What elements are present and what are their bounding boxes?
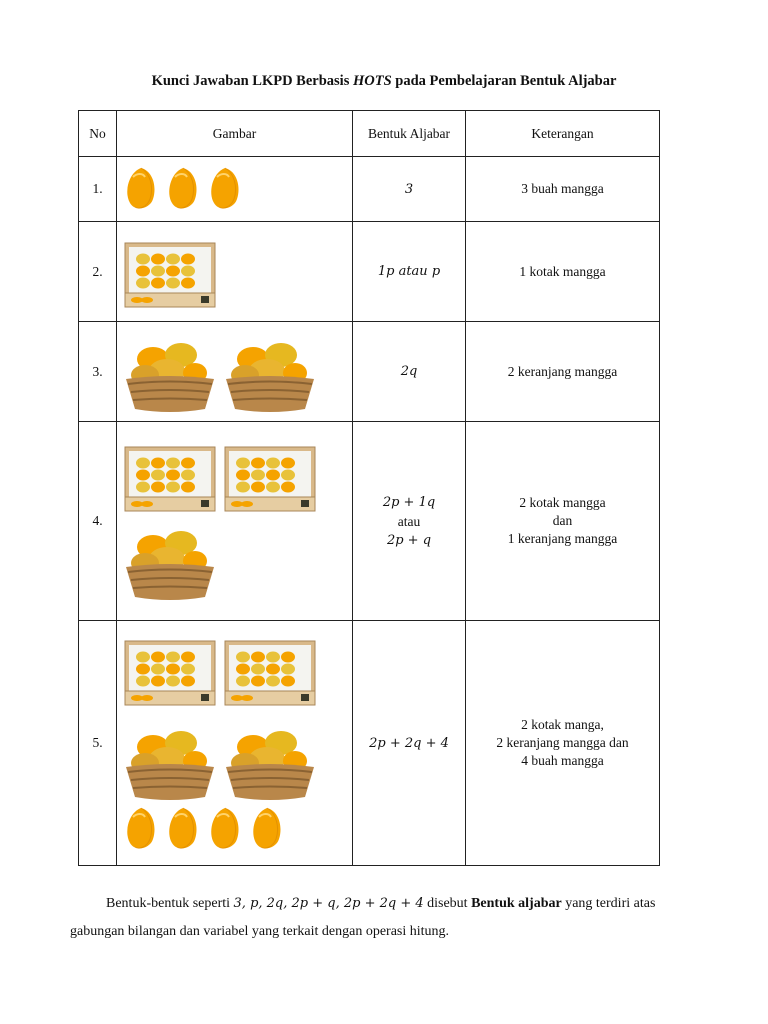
- aljabar-cell: [353, 157, 466, 222]
- image-cell: [117, 322, 353, 422]
- header-keterangan: Keterangan: [466, 111, 660, 157]
- mango-box-icon: [123, 633, 217, 707]
- table-row: [79, 157, 660, 222]
- image-group: [123, 439, 346, 513]
- keterangan-text: 3 buah mangga: [521, 181, 604, 196]
- mango-box-icon: [223, 439, 317, 513]
- keterangan-cell: [466, 422, 660, 621]
- keterangan-text: 2 keranjang mangga dan: [496, 735, 629, 750]
- paragraph-bold: Bentuk aljabar: [471, 896, 562, 911]
- aljabar-cell: [353, 422, 466, 621]
- table-row: [79, 422, 660, 621]
- mango-box-icon: [223, 633, 317, 707]
- mango-icon: [165, 805, 201, 853]
- image-cell: [117, 222, 353, 322]
- aljabar-cell: [353, 322, 466, 422]
- mango-box-icon: [123, 235, 217, 309]
- mango-basket-icon: [123, 717, 217, 803]
- image-group: [123, 633, 346, 707]
- mango-icon: [165, 165, 201, 213]
- keterangan-text: 1 keranjang mangga: [507, 531, 618, 546]
- header-bentuk-aljabar: Bentuk Aljabar: [353, 111, 466, 157]
- mango-basket-icon: [123, 329, 217, 415]
- page-title: [0, 73, 768, 90]
- mango-icon: [249, 805, 285, 853]
- aljabar-expression: 2p + q: [386, 532, 432, 548]
- mango-box-icon: [123, 439, 217, 513]
- image-cell: [117, 621, 353, 866]
- keterangan-cell: [466, 621, 660, 866]
- table-row: [79, 322, 660, 422]
- keterangan-text: 4 buah mangga: [521, 753, 604, 768]
- paragraph-text: yang terdiri atas gabungan bilangan dan variabel yang terkait dengan operasi hitung.: [70, 896, 656, 939]
- paragraph-forms: 3, p, 2q, 2p + q, 2p + 2q + 4: [233, 896, 424, 911]
- image-group: [123, 165, 346, 213]
- row-number: 3.: [79, 322, 117, 422]
- paragraph-text: Bentuk-bentuk seperti: [106, 896, 234, 911]
- keterangan-cell: [466, 322, 660, 422]
- table-header-row: [79, 111, 660, 157]
- image-group: [123, 805, 346, 853]
- answer-table: [78, 110, 660, 866]
- mango-basket-icon: [223, 717, 317, 803]
- aljabar-expression: 2p + 2q + 4: [369, 735, 449, 751]
- keterangan-text: 2 kotak mangga: [519, 495, 606, 510]
- paragraph-text: disebut: [423, 896, 472, 911]
- keterangan-cell: [466, 222, 660, 322]
- table-row: [79, 621, 660, 866]
- aljabar-expression: 3: [404, 181, 414, 197]
- aljabar-connector: atau: [397, 513, 421, 529]
- keterangan-text: 2 kotak manga,: [521, 717, 604, 732]
- image-group: [123, 717, 346, 803]
- header-no: No: [79, 111, 117, 157]
- aljabar-cell: [353, 222, 466, 322]
- mango-icon: [207, 165, 243, 213]
- image-group: [123, 235, 346, 309]
- image-group: [123, 517, 346, 603]
- keterangan-cell: [466, 157, 660, 222]
- image-group: [123, 329, 346, 415]
- mango-icon: [123, 165, 159, 213]
- title-suffix: pada Pembelajaran Bentuk Aljabar: [391, 73, 617, 89]
- keterangan-text: 1 kotak mangga: [519, 263, 606, 279]
- mango-icon: [123, 805, 159, 853]
- body-paragraph: [70, 890, 690, 946]
- title-italic: HOTS: [352, 73, 392, 89]
- aljabar-expression: 2q: [400, 364, 418, 379]
- table-row: [79, 222, 660, 322]
- mango-basket-icon: [223, 329, 317, 415]
- title-prefix: Kunci Jawaban LKPD Berbasis: [151, 73, 353, 89]
- aljabar-expression: 1p atau p: [377, 264, 441, 279]
- aljabar-cell: [353, 621, 466, 866]
- mango-icon: [207, 805, 243, 853]
- mango-basket-icon: [123, 517, 217, 603]
- keterangan-text: 2 keranjang mangga: [507, 363, 618, 379]
- image-cell: [117, 157, 353, 222]
- row-number: 5.: [79, 621, 117, 866]
- header-gambar: Gambar: [117, 111, 353, 157]
- image-cell: [117, 422, 353, 621]
- row-number: 1.: [79, 157, 117, 222]
- keterangan-text: dan: [552, 513, 573, 528]
- row-number: 4.: [79, 422, 117, 621]
- row-number: 2.: [79, 222, 117, 322]
- aljabar-expression: 2p + 1q: [382, 494, 436, 510]
